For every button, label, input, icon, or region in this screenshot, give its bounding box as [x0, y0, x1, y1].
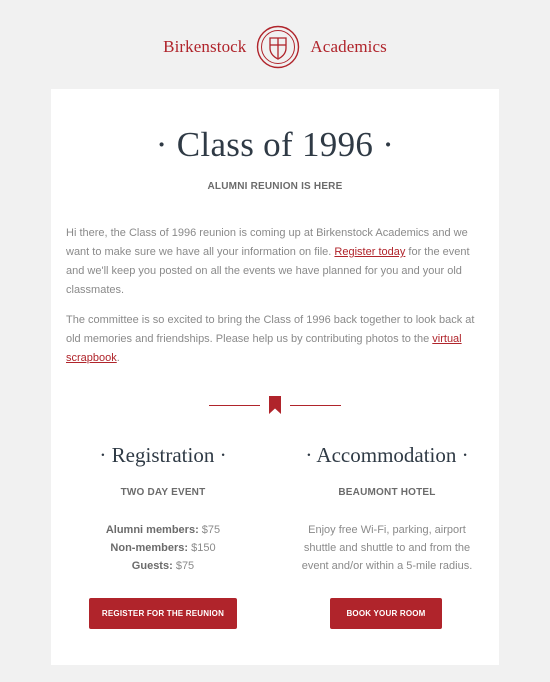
site-header [0, 24, 550, 70]
intro-paragraph [66, 224, 484, 300]
accommodation-description: Enjoy free Wi-Fi, parking, airport shuttle and shuttle to and from the event and/or within a 5-mile radius. [301, 524, 473, 572]
committee-text-before: The committee is so excited to bring the Class of 1996 back together to look back at old memories and friendships. Please help us by contributing photos to the [66, 314, 475, 345]
divider-line-left [209, 405, 260, 406]
intro-text-after: for the event and we'll keep you posted on all the events we have planned for you and your old classmates. [66, 246, 470, 296]
registration-title: · Registration · [99, 443, 227, 467]
price-value: $75 [172, 560, 195, 572]
register-today-link[interactable]: Register today [334, 246, 406, 258]
price-list [51, 521, 275, 575]
email-card [51, 89, 499, 665]
register-button[interactable]: REGISTER FOR THE REUNION [89, 598, 237, 629]
intro-text-before: Hi there, the Class of 1996 reunion is coming up at Birkenstock Academics and we want to make sure we have all your information on file. [66, 227, 468, 258]
divider-line-right [290, 405, 341, 406]
accommodation-title: · Accommodation · [305, 443, 469, 467]
accommodation-subtitle: BEAUMONT HOTEL [338, 487, 436, 498]
virtual-scrapbook-link[interactable]: virtual scrapbook [66, 333, 462, 364]
section-divider [51, 394, 499, 416]
brand-name-left: Birkenstock [163, 37, 247, 56]
page-subtitle: ALUMNI REUNION IS HERE [207, 181, 343, 192]
accommodation-section [275, 441, 499, 575]
price-row-non-members [51, 539, 275, 557]
price-label: Guests: [131, 560, 173, 572]
registration-section [51, 441, 275, 575]
bookmark-icon [269, 396, 281, 414]
price-value: $150 [188, 542, 216, 554]
book-room-button[interactable]: BOOK YOUR ROOM [330, 598, 442, 629]
committee-text-after: . [116, 352, 120, 364]
registration-subtitle: TWO DAY EVENT [120, 487, 206, 498]
shield-crest-icon [256, 25, 300, 69]
committee-paragraph [66, 311, 484, 368]
price-row-guests [51, 557, 275, 575]
page-title: · Class of 1996 · [155, 125, 395, 164]
price-row-alumni [51, 521, 275, 539]
price-label: Non-members: [110, 542, 189, 554]
price-value: $75 [198, 524, 221, 536]
brand-name-right: Academics [310, 37, 387, 56]
price-label: Alumni members: [105, 524, 199, 536]
